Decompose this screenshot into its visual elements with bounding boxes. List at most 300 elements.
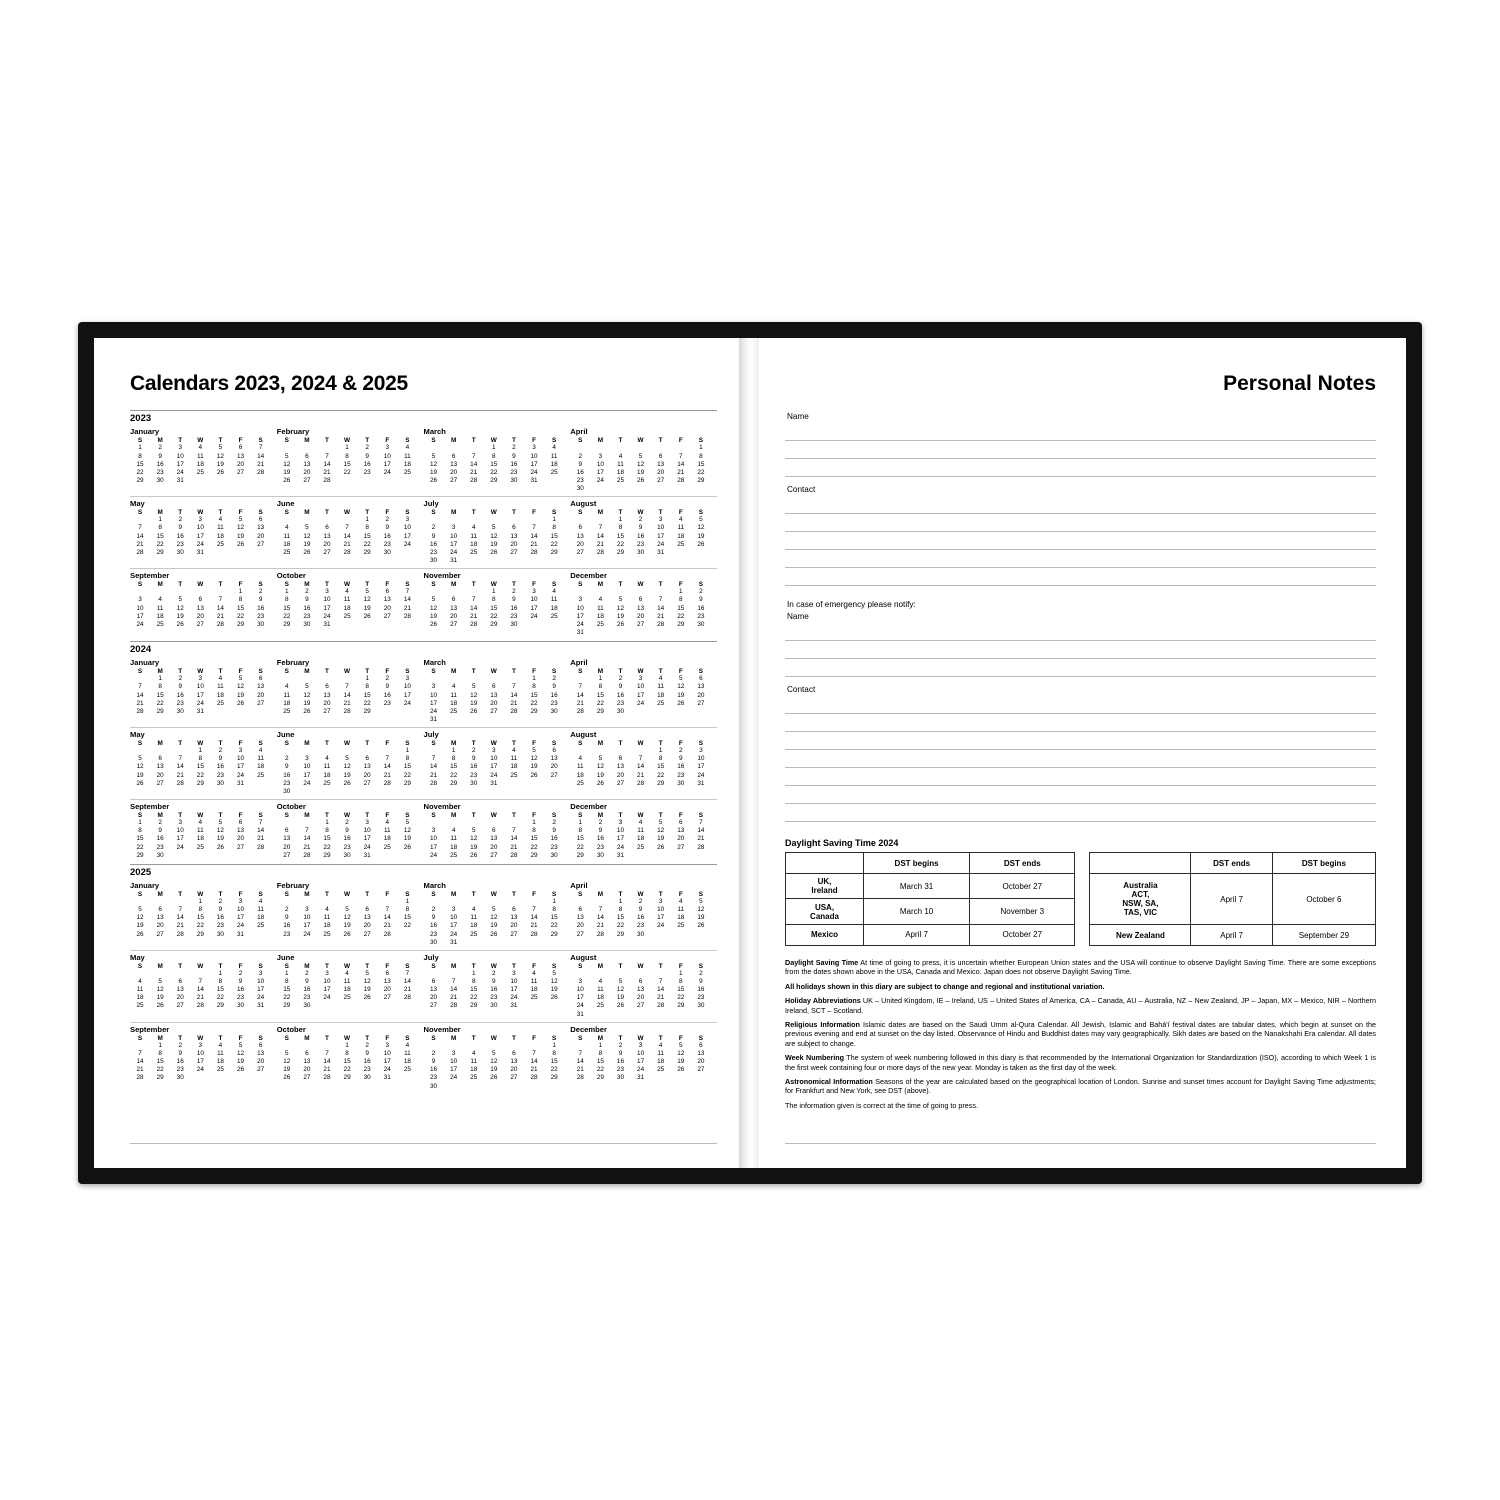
day-cell[interactable]: 7 xyxy=(678,452,683,460)
day-cell[interactable]: 21 xyxy=(303,843,311,851)
day-cell[interactable]: 2 xyxy=(492,970,496,978)
day-cell[interactable]: 28 xyxy=(343,707,351,715)
day-cell[interactable]: 9 xyxy=(431,532,436,540)
day-cell[interactable]: 6 xyxy=(385,588,390,596)
day-cell[interactable]: 2 xyxy=(285,755,289,763)
day-cell[interactable]: 30 xyxy=(637,930,645,938)
day-cell[interactable]: 30 xyxy=(596,851,604,859)
day-cell[interactable]: 14 xyxy=(510,691,518,699)
day-cell[interactable]: 4 xyxy=(598,596,603,604)
day-cell[interactable]: 17 xyxy=(136,612,144,620)
day-cell[interactable]: 25 xyxy=(216,540,224,548)
day-cell[interactable]: 18 xyxy=(403,1058,411,1066)
day-cell[interactable]: 7 xyxy=(305,827,309,835)
day-cell[interactable]: 27 xyxy=(257,1066,265,1074)
day-cell[interactable]: 27 xyxy=(303,476,311,484)
day-cell[interactable]: 27 xyxy=(363,779,371,787)
emergency-contact-line[interactable] xyxy=(785,732,1376,750)
day-cell[interactable]: 20 xyxy=(257,691,265,699)
contact-input-line[interactable] xyxy=(785,496,1376,514)
day-cell[interactable]: 22 xyxy=(576,843,584,851)
day-cell[interactable]: 17 xyxy=(657,914,665,922)
day-cell[interactable]: 3 xyxy=(365,819,369,827)
emergency-contact-line[interactable] xyxy=(785,768,1376,786)
day-cell[interactable]: 24 xyxy=(176,468,184,476)
day-cell[interactable]: 3 xyxy=(198,1042,203,1050)
day-cell[interactable]: 10 xyxy=(196,1050,204,1058)
day-cell[interactable]: 3 xyxy=(699,747,703,755)
day-cell[interactable]: 23 xyxy=(510,612,518,620)
day-cell[interactable]: 9 xyxy=(285,914,289,922)
day-cell[interactable]: 27 xyxy=(616,779,625,787)
day-cell[interactable]: 25 xyxy=(196,843,204,851)
day-cell[interactable]: 21 xyxy=(657,612,665,620)
day-cell[interactable]: 21 xyxy=(136,699,144,707)
day-cell[interactable]: 4 xyxy=(385,819,390,827)
day-cell[interactable]: 6 xyxy=(238,444,243,452)
day-cell[interactable]: 29 xyxy=(550,1074,558,1082)
day-cell[interactable]: 11 xyxy=(323,914,331,922)
day-cell[interactable]: 6 xyxy=(305,1050,309,1058)
day-cell[interactable]: 4 xyxy=(678,516,683,524)
day-cell[interactable]: 18 xyxy=(257,914,265,922)
day-cell[interactable]: 30 xyxy=(303,1002,311,1010)
day-cell[interactable]: 30 xyxy=(637,548,645,556)
day-cell[interactable]: 20 xyxy=(697,691,705,699)
day-cell[interactable]: 5 xyxy=(658,819,663,827)
day-cell[interactable]: 6 xyxy=(492,683,496,691)
day-cell[interactable]: 18 xyxy=(283,699,291,707)
day-cell[interactable]: 1 xyxy=(138,819,142,827)
day-cell[interactable]: 5 xyxy=(238,1042,243,1050)
day-cell[interactable]: 25 xyxy=(470,930,478,938)
day-cell[interactable]: 26 xyxy=(596,779,604,787)
day-cell[interactable]: 23 xyxy=(176,540,184,548)
day-cell[interactable]: 18 xyxy=(677,914,685,922)
day-cell[interactable]: 16 xyxy=(257,604,265,612)
day-cell[interactable]: 15 xyxy=(363,691,371,699)
day-cell[interactable]: 6 xyxy=(365,906,369,914)
day-cell[interactable]: 23 xyxy=(363,468,371,476)
day-cell[interactable]: 17 xyxy=(576,612,584,620)
day-cell[interactable]: 9 xyxy=(471,755,476,763)
day-cell[interactable]: 5 xyxy=(678,675,683,683)
day-cell[interactable]: 26 xyxy=(697,922,705,930)
day-cell[interactable]: 20 xyxy=(616,771,625,779)
day-cell[interactable]: 10 xyxy=(196,683,204,691)
day-cell[interactable]: 7 xyxy=(532,1050,536,1058)
day-cell[interactable]: 5 xyxy=(218,444,223,452)
day-cell[interactable]: 10 xyxy=(363,827,371,835)
day-cell[interactable]: 8 xyxy=(658,755,663,763)
day-cell[interactable]: 16 xyxy=(616,1058,625,1066)
day-cell[interactable]: 11 xyxy=(257,906,264,914)
day-cell[interactable]: 10 xyxy=(429,835,438,843)
day-cell[interactable]: 25 xyxy=(403,1066,411,1074)
day-cell[interactable]: 3 xyxy=(658,898,663,906)
day-cell[interactable]: 14 xyxy=(257,452,265,460)
day-cell[interactable]: 23 xyxy=(176,1066,184,1074)
day-cell[interactable]: 10 xyxy=(576,986,584,994)
day-cell[interactable]: 20 xyxy=(637,612,645,620)
day-cell[interactable]: 28 xyxy=(323,1074,331,1082)
day-cell[interactable]: 22 xyxy=(236,612,245,620)
day-cell[interactable]: 5 xyxy=(345,755,349,763)
day-cell[interactable]: 21 xyxy=(383,922,391,930)
day-cell[interactable]: 6 xyxy=(305,452,309,460)
day-cell[interactable]: 14 xyxy=(530,1058,538,1066)
day-cell[interactable]: 23 xyxy=(343,843,351,851)
day-cell[interactable]: 12 xyxy=(136,914,144,922)
day-cell[interactable]: 15 xyxy=(216,986,224,994)
day-cell[interactable]: 8 xyxy=(285,596,289,604)
day-cell[interactable]: 17 xyxy=(236,763,245,771)
day-cell[interactable]: 29 xyxy=(196,779,204,787)
day-cell[interactable]: 2 xyxy=(552,675,556,683)
day-cell[interactable]: 2 xyxy=(285,906,289,914)
day-cell[interactable]: 9 xyxy=(512,596,516,604)
day-cell[interactable]: 29 xyxy=(156,548,164,556)
day-cell[interactable]: 5 xyxy=(405,819,410,827)
day-cell[interactable]: 21 xyxy=(257,460,265,468)
day-cell[interactable]: 1 xyxy=(451,747,456,755)
day-cell[interactable]: 15 xyxy=(550,532,558,540)
day-cell[interactable]: 12 xyxy=(343,763,351,771)
day-cell[interactable]: 29 xyxy=(576,851,584,859)
day-cell[interactable]: 24 xyxy=(236,771,245,779)
day-cell[interactable]: 31 xyxy=(530,476,538,484)
day-cell[interactable]: 24 xyxy=(257,994,265,1002)
day-cell[interactable]: 21 xyxy=(403,604,411,612)
day-cell[interactable]: 1 xyxy=(618,898,623,906)
day-cell[interactable]: 19 xyxy=(490,540,498,548)
day-cell[interactable]: 15 xyxy=(576,835,584,843)
day-cell[interactable]: 23 xyxy=(383,699,391,707)
day-cell[interactable]: 21 xyxy=(176,771,184,779)
day-cell[interactable]: 28 xyxy=(530,1074,538,1082)
day-cell[interactable]: 10 xyxy=(176,827,184,835)
day-cell[interactable]: 15 xyxy=(196,914,204,922)
day-cell[interactable]: 13 xyxy=(156,914,164,922)
day-cell[interactable]: 4 xyxy=(345,588,349,596)
day-cell[interactable]: 18 xyxy=(657,1058,665,1066)
day-cell[interactable]: 21 xyxy=(323,1066,331,1074)
day-cell[interactable]: 19 xyxy=(136,771,144,779)
day-cell[interactable]: 27 xyxy=(450,620,458,628)
day-cell[interactable]: 8 xyxy=(471,978,476,986)
day-cell[interactable]: 22 xyxy=(343,468,351,476)
day-cell[interactable]: 19 xyxy=(216,835,224,843)
day-cell[interactable]: 6 xyxy=(578,906,583,914)
day-cell[interactable]: 2 xyxy=(598,819,603,827)
day-cell[interactable]: 7 xyxy=(258,444,263,452)
day-cell[interactable]: 5 xyxy=(552,970,556,978)
day-cell[interactable]: 4 xyxy=(658,675,663,683)
day-cell[interactable]: 1 xyxy=(365,516,369,524)
day-cell[interactable]: 20 xyxy=(510,540,518,548)
day-cell[interactable]: 9 xyxy=(385,524,390,532)
day-cell[interactable]: 22 xyxy=(283,612,291,620)
day-cell[interactable]: 4 xyxy=(578,755,583,763)
day-cell[interactable]: 29 xyxy=(283,620,291,628)
day-cell[interactable]: 26 xyxy=(236,1066,245,1074)
day-cell[interactable]: 5 xyxy=(238,675,243,683)
day-cell[interactable]: 25 xyxy=(657,1066,665,1074)
day-cell[interactable]: 8 xyxy=(158,1050,162,1058)
day-cell[interactable]: 27 xyxy=(697,699,705,707)
day-cell[interactable]: 25 xyxy=(550,468,558,476)
day-cell[interactable]: 27 xyxy=(510,548,518,556)
day-cell[interactable]: 14 xyxy=(403,978,411,986)
day-cell[interactable]: 27 xyxy=(490,851,498,859)
day-cell[interactable]: 19 xyxy=(550,986,558,994)
day-cell[interactable]: 30 xyxy=(383,548,391,556)
day-cell[interactable]: 24 xyxy=(196,540,204,548)
day-cell[interactable]: 13 xyxy=(490,691,498,699)
day-cell[interactable]: 12 xyxy=(470,691,478,699)
day-cell[interactable]: 5 xyxy=(238,516,243,524)
day-cell[interactable]: 10 xyxy=(196,524,204,532)
day-cell[interactable]: 21 xyxy=(196,994,204,1002)
day-cell[interactable]: 4 xyxy=(138,978,142,986)
day-cell[interactable]: 18 xyxy=(470,540,478,548)
day-cell[interactable]: 5 xyxy=(471,827,476,835)
day-cell[interactable]: 23 xyxy=(303,612,311,620)
day-cell[interactable]: 18 xyxy=(196,460,204,468)
day-cell[interactable]: 18 xyxy=(616,468,625,476)
day-cell[interactable]: 20 xyxy=(576,922,584,930)
day-cell[interactable]: 14 xyxy=(657,604,665,612)
day-cell[interactable]: 22 xyxy=(156,1066,164,1074)
day-cell[interactable]: 7 xyxy=(512,827,516,835)
day-cell[interactable]: 12 xyxy=(343,914,351,922)
day-cell[interactable]: 26 xyxy=(216,468,224,476)
day-cell[interactable]: 12 xyxy=(490,914,498,922)
day-cell[interactable]: 13 xyxy=(383,978,391,986)
day-cell[interactable]: 16 xyxy=(429,922,438,930)
day-cell[interactable]: 14 xyxy=(136,1058,144,1066)
day-cell[interactable]: 13 xyxy=(697,1050,705,1058)
day-cell[interactable]: 27 xyxy=(257,699,265,707)
day-cell[interactable]: 18 xyxy=(576,771,584,779)
day-cell[interactable]: 24 xyxy=(530,612,538,620)
day-cell[interactable]: 29 xyxy=(136,851,144,859)
day-cell[interactable]: 28 xyxy=(429,779,438,787)
day-cell[interactable]: 8 xyxy=(532,683,536,691)
day-cell[interactable]: 28 xyxy=(657,620,665,628)
day-cell[interactable]: 7 xyxy=(512,683,516,691)
day-cell[interactable]: 1 xyxy=(238,588,243,596)
day-cell[interactable]: 2 xyxy=(699,970,703,978)
day-cell[interactable]: 27 xyxy=(657,476,665,484)
day-cell[interactable]: 23 xyxy=(383,540,391,548)
day-cell[interactable]: 16 xyxy=(216,763,224,771)
day-cell[interactable]: 29 xyxy=(136,476,144,484)
day-cell[interactable]: 26 xyxy=(343,779,351,787)
day-cell[interactable]: 31 xyxy=(383,1074,391,1082)
day-cell[interactable]: 17 xyxy=(490,763,498,771)
day-cell[interactable]: 5 xyxy=(699,898,703,906)
day-cell[interactable]: 11 xyxy=(530,978,538,986)
day-cell[interactable]: 13 xyxy=(383,596,391,604)
day-cell[interactable]: 29 xyxy=(216,1002,224,1010)
day-cell[interactable]: 12 xyxy=(216,827,224,835)
day-cell[interactable]: 26 xyxy=(156,1002,164,1010)
day-cell[interactable]: 26 xyxy=(176,620,184,628)
day-cell[interactable]: 15 xyxy=(530,835,538,843)
day-cell[interactable]: 19 xyxy=(677,1058,685,1066)
day-cell[interactable]: 25 xyxy=(550,612,558,620)
day-cell[interactable]: 13 xyxy=(450,460,458,468)
day-cell[interactable]: 7 xyxy=(218,596,223,604)
day-cell[interactable]: 26 xyxy=(616,620,625,628)
day-cell[interactable]: 8 xyxy=(158,524,162,532)
day-cell[interactable]: 24 xyxy=(196,1066,204,1074)
day-cell[interactable]: 23 xyxy=(596,843,604,851)
day-cell[interactable]: 30 xyxy=(216,779,224,787)
day-cell[interactable]: 12 xyxy=(136,763,144,771)
day-cell[interactable]: 21 xyxy=(470,468,478,476)
day-cell[interactable]: 25 xyxy=(616,476,625,484)
day-cell[interactable]: 2 xyxy=(218,747,223,755)
day-cell[interactable]: 5 xyxy=(305,683,309,691)
day-cell[interactable]: 5 xyxy=(178,596,183,604)
day-cell[interactable]: 21 xyxy=(257,835,265,843)
day-cell[interactable]: 31 xyxy=(657,548,665,556)
day-cell[interactable]: 8 xyxy=(285,978,289,986)
day-cell[interactable]: 7 xyxy=(578,683,583,691)
day-cell[interactable]: 9 xyxy=(638,906,643,914)
day-cell[interactable]: 22 xyxy=(450,771,458,779)
day-cell[interactable]: 5 xyxy=(285,1050,289,1058)
day-cell[interactable]: 27 xyxy=(490,707,498,715)
day-cell[interactable]: 8 xyxy=(678,978,683,986)
day-cell[interactable]: 16 xyxy=(596,835,604,843)
day-cell[interactable]: 12 xyxy=(363,596,371,604)
day-cell[interactable]: 17 xyxy=(596,468,604,476)
day-cell[interactable]: 16 xyxy=(303,604,311,612)
day-cell[interactable]: 16 xyxy=(550,835,558,843)
day-cell[interactable]: 6 xyxy=(492,827,496,835)
day-cell[interactable]: 13 xyxy=(450,604,458,612)
day-cell[interactable]: 7 xyxy=(345,524,349,532)
day-cell[interactable]: 6 xyxy=(618,755,623,763)
day-cell[interactable]: 25 xyxy=(470,1074,478,1082)
day-cell[interactable]: 4 xyxy=(198,819,203,827)
day-cell[interactable]: 21 xyxy=(596,540,604,548)
day-cell[interactable]: 28 xyxy=(136,1074,144,1082)
day-cell[interactable]: 28 xyxy=(136,548,144,556)
day-cell[interactable]: 24 xyxy=(429,707,438,715)
day-cell[interactable]: 20 xyxy=(323,540,331,548)
day-cell[interactable]: 22 xyxy=(283,994,291,1002)
day-cell[interactable]: 3 xyxy=(451,524,456,532)
day-cell[interactable]: 28 xyxy=(530,548,538,556)
day-cell[interactable]: 6 xyxy=(365,755,369,763)
day-cell[interactable]: 22 xyxy=(156,540,164,548)
day-cell[interactable]: 25 xyxy=(657,699,665,707)
day-cell[interactable]: 1 xyxy=(618,516,623,524)
day-cell[interactable]: 19 xyxy=(363,986,371,994)
day-cell[interactable]: 12 xyxy=(637,460,645,468)
day-cell[interactable]: 23 xyxy=(257,612,265,620)
day-cell[interactable]: 6 xyxy=(285,827,289,835)
day-cell[interactable]: 13 xyxy=(196,604,204,612)
day-cell[interactable]: 21 xyxy=(510,699,518,707)
day-cell[interactable]: 19 xyxy=(283,468,291,476)
day-cell[interactable]: 3 xyxy=(325,970,329,978)
day-cell[interactable]: 8 xyxy=(198,755,203,763)
day-cell[interactable]: 5 xyxy=(618,596,623,604)
day-cell[interactable]: 19 xyxy=(216,460,224,468)
day-cell[interactable]: 9 xyxy=(385,683,390,691)
day-cell[interactable]: 19 xyxy=(429,468,438,476)
day-cell[interactable]: 20 xyxy=(363,771,371,779)
day-cell[interactable]: 15 xyxy=(156,1058,164,1066)
day-cell[interactable]: 8 xyxy=(218,978,223,986)
day-cell[interactable]: 23 xyxy=(637,540,645,548)
day-cell[interactable]: 13 xyxy=(363,914,371,922)
day-cell[interactable]: 26 xyxy=(470,707,478,715)
day-cell[interactable]: 1 xyxy=(158,516,162,524)
day-cell[interactable]: 8 xyxy=(405,906,410,914)
day-cell[interactable]: 12 xyxy=(470,835,478,843)
day-cell[interactable]: 2 xyxy=(178,675,183,683)
day-cell[interactable]: 5 xyxy=(699,516,703,524)
day-cell[interactable]: 1 xyxy=(532,675,536,683)
day-cell[interactable]: 30 xyxy=(550,851,558,859)
day-cell[interactable]: 6 xyxy=(325,524,329,532)
day-cell[interactable]: 15 xyxy=(657,763,665,771)
day-cell[interactable]: 19 xyxy=(697,914,705,922)
day-cell[interactable]: 9 xyxy=(365,452,369,460)
day-cell[interactable]: 8 xyxy=(492,452,496,460)
day-cell[interactable]: 16 xyxy=(510,604,518,612)
day-cell[interactable]: 24 xyxy=(657,922,665,930)
day-cell[interactable]: 13 xyxy=(510,914,518,922)
day-cell[interactable]: 28 xyxy=(576,707,584,715)
day-cell[interactable]: 7 xyxy=(325,1050,329,1058)
day-cell[interactable]: 3 xyxy=(385,444,390,452)
day-cell[interactable]: 7 xyxy=(405,970,410,978)
day-cell[interactable]: 7 xyxy=(385,755,390,763)
day-cell[interactable]: 20 xyxy=(677,835,685,843)
day-cell[interactable]: 25 xyxy=(216,699,224,707)
day-cell[interactable]: 10 xyxy=(450,532,458,540)
day-cell[interactable]: 26 xyxy=(490,548,498,556)
day-cell[interactable]: 22 xyxy=(323,843,331,851)
day-cell[interactable]: 4 xyxy=(471,524,476,532)
day-cell[interactable]: 20 xyxy=(429,994,438,1002)
day-cell[interactable]: 27 xyxy=(450,476,458,484)
day-cell[interactable]: 2 xyxy=(512,588,516,596)
day-cell[interactable]: 11 xyxy=(197,452,204,460)
day-cell[interactable]: 25 xyxy=(216,1066,224,1074)
day-cell[interactable]: 20 xyxy=(490,843,498,851)
day-cell[interactable]: 24 xyxy=(429,851,438,859)
day-cell[interactable]: 29 xyxy=(450,779,458,787)
day-cell[interactable]: 23 xyxy=(303,994,311,1002)
day-cell[interactable]: 12 xyxy=(303,532,311,540)
day-cell[interactable]: 23 xyxy=(616,699,625,707)
day-cell[interactable]: 24 xyxy=(637,1066,645,1074)
day-cell[interactable]: 4 xyxy=(471,1050,476,1058)
day-cell[interactable]: 28 xyxy=(510,851,518,859)
day-cell[interactable]: 27 xyxy=(323,548,331,556)
day-cell[interactable]: 17 xyxy=(303,771,311,779)
day-cell[interactable]: 29 xyxy=(156,1074,164,1082)
day-cell[interactable]: 21 xyxy=(530,1066,538,1074)
